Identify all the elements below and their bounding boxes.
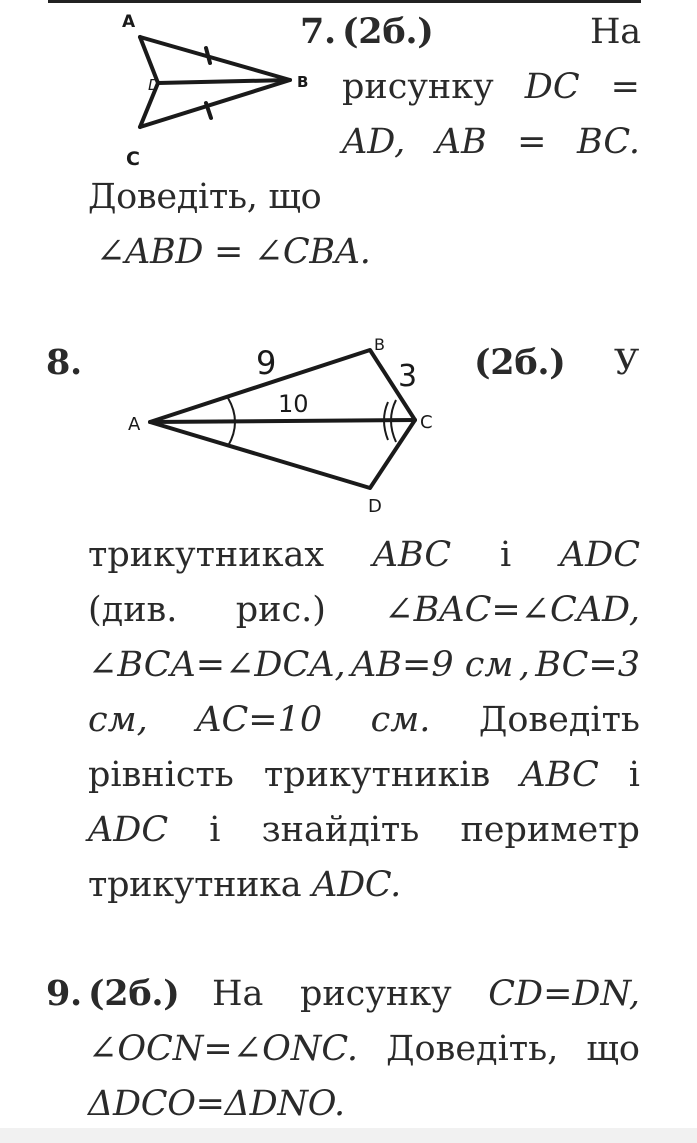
p7-number: 7. xyxy=(300,11,336,52)
p8-w-bc: BC=3 xyxy=(535,645,640,685)
p8-length-bc: 3 xyxy=(398,359,418,394)
p9-w-shcho: що xyxy=(586,1029,640,1069)
p7-eq2-rhs: BC. xyxy=(576,122,640,162)
p8-label-a: A xyxy=(128,414,141,435)
p8-w-rys: рис.) xyxy=(235,590,326,630)
p7-prove: Доведіть, що xyxy=(88,177,322,217)
bottom-strip xyxy=(0,1128,697,1143)
p8-length-ab: 9 xyxy=(256,344,277,382)
p8-w-rivnist: рівність xyxy=(88,755,234,795)
p7-eq2-lhs: AB xyxy=(435,122,487,162)
p8-w-adc: ADC xyxy=(559,535,640,575)
p9-number: 9. xyxy=(46,973,82,1014)
p8-w-sm2: см. xyxy=(370,700,431,740)
p8-line3 xyxy=(88,645,640,685)
p8-diagonal-ac xyxy=(150,420,415,422)
p7-line3 xyxy=(342,122,640,162)
p9-w-na: На xyxy=(212,974,264,1014)
p8-w-comma: , xyxy=(518,645,530,685)
p7-axis-line xyxy=(158,80,290,83)
p8-w-ab: AB=9 см xyxy=(351,645,514,685)
p8-length-ac: 10 xyxy=(278,390,309,418)
p7-tick-ab xyxy=(206,48,210,63)
p8-line1 xyxy=(88,535,640,575)
p8-line6 xyxy=(88,810,640,850)
p8-line5 xyxy=(88,755,640,795)
p9-line1 xyxy=(212,974,640,1014)
p7-points: (2б.) xyxy=(342,11,434,52)
p8-w-perymetr: периметр xyxy=(460,810,640,850)
p9-claim: ΔDCO=ΔDNO. xyxy=(88,1084,345,1124)
p8-label-c: C xyxy=(420,412,433,433)
p8-line4 xyxy=(88,700,640,740)
p8-w-dyv: (див. xyxy=(88,590,178,630)
p7-line2 xyxy=(342,67,640,107)
p8-line2 xyxy=(88,590,640,630)
p7-eq2-sign: = xyxy=(517,122,547,162)
p8-w-dovedit: Доведіть xyxy=(478,700,640,740)
p7-label-a: A xyxy=(122,12,136,32)
p8-points: (2б.) xyxy=(474,342,566,383)
p7-eq1-lhs: DC xyxy=(524,67,580,107)
p8-w-i: і xyxy=(499,535,512,575)
p9-w-angles: ∠OCN=∠ONC. xyxy=(88,1029,359,1069)
p8-word-u: У xyxy=(614,343,639,383)
p8-w-ac: AC=10 xyxy=(196,700,323,740)
p8-w-abc2: ABC xyxy=(520,755,599,795)
p8-w-i2: і xyxy=(628,755,640,795)
p7-label-b: B xyxy=(297,73,309,91)
p7-word-na: На xyxy=(590,12,641,52)
p9-w-rysunku: рисунку xyxy=(299,974,452,1014)
p8-w-adc2: ADC xyxy=(88,810,169,850)
p8-w-trykutnyka: трикутника xyxy=(88,865,302,905)
p8-w-angles-c: ∠BCA=∠DCA, xyxy=(88,645,346,685)
top-rule xyxy=(48,0,641,3)
problem7-figure xyxy=(110,5,330,175)
p8-label-d: D xyxy=(368,496,382,517)
p8-w-abc: ABC xyxy=(372,535,452,575)
p9-line2 xyxy=(88,1029,640,1069)
p8-label-b: B xyxy=(374,335,385,354)
p7-label-c: C xyxy=(126,148,140,170)
p8-line7 xyxy=(88,865,401,905)
p8-w-sm: см, xyxy=(88,700,148,740)
p8-w-znaidit: знайдіть xyxy=(261,810,420,850)
p7-eq1-sign: = xyxy=(610,67,640,107)
p8-w-adc3: ADC. xyxy=(312,865,401,905)
p8-w-i3: і xyxy=(209,810,221,850)
p7-eq1-rhs: AD, xyxy=(342,122,406,162)
p7-claim: ∠ABD = ∠CBA. xyxy=(96,232,371,272)
p8-number: 8. xyxy=(46,342,82,383)
p9-w-dovedit: Доведіть, xyxy=(386,1029,559,1069)
p7-label-d: D xyxy=(148,76,160,94)
p8-w-angles-a: ∠BAC=∠CAD, xyxy=(384,590,640,630)
p9-points: (2б.) xyxy=(88,973,180,1014)
p9-w-cd-dn: CD=DN, xyxy=(488,974,640,1014)
p8-w-trykutnykiv: трикутників xyxy=(263,755,491,795)
problem8-figure xyxy=(120,330,440,520)
p7-word-rysunku: рисунку xyxy=(342,67,494,107)
p8-w-trykutnykakh: трикутниках xyxy=(88,535,325,575)
